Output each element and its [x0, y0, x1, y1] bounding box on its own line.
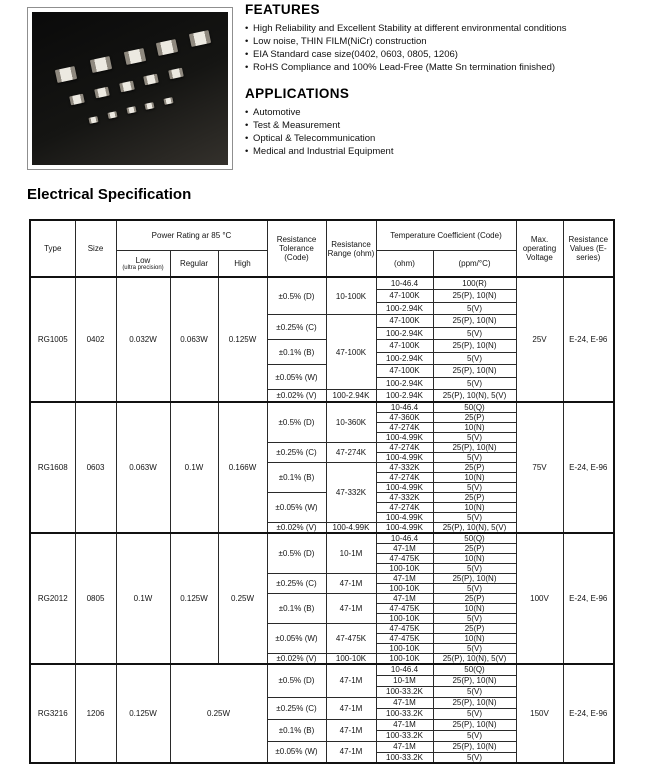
power-low-note: (ultra precision)	[122, 264, 164, 271]
cell-tc-ohm: 100-10K	[376, 644, 433, 654]
chip-resistor	[88, 116, 98, 124]
cell-tc-ppm: 25(P), 10(N)	[433, 315, 516, 328]
cell-tc-ppm: 10(N)	[433, 554, 516, 564]
cell-tc-ohm: 100-33.2K	[376, 686, 433, 697]
cell-type: RG1005	[30, 277, 75, 402]
cell-tc-ohm: 100-4.99K	[376, 433, 433, 443]
cell-tolerance: ±0.1% (B)	[267, 340, 326, 365]
features-section	[245, 2, 645, 74]
cell-tc-ohm: 47-1M	[376, 719, 433, 730]
cell-tolerance: ±0.5% (D)	[267, 664, 326, 697]
cell-tolerance: ±0.02% (V)	[267, 523, 326, 534]
cell-tc-ohm: 10-46.4	[376, 402, 433, 413]
cell-range: 47-1M	[326, 741, 376, 763]
col-header-tc-ohm: (ohm)	[376, 250, 433, 277]
cell-tc-ppm: 5(V)	[433, 302, 516, 315]
cell-tolerance: ±0.25% (C)	[267, 443, 326, 463]
cell-eseries: E-24, E-96	[563, 664, 614, 763]
bullet-icon: •	[245, 146, 249, 157]
chip-resistor	[69, 94, 85, 106]
cell-tc-ohm: 47-274K	[376, 473, 433, 483]
cell-tc-ohm: 10-46.4	[376, 533, 433, 544]
cell-tc-ppm: 10(N)	[433, 423, 516, 433]
cell-tc-ppm: 25(P), 10(N), 5(V)	[433, 654, 516, 665]
cell-type: RG2012	[30, 533, 75, 664]
cell-voltage: 150V	[516, 664, 563, 763]
bullet-icon: •	[245, 62, 249, 73]
cell-tc-ohm: 47-475K	[376, 554, 433, 564]
cell-tolerance: ±0.02% (V)	[267, 654, 326, 665]
cell-tc-ohm: 100-2.94K	[376, 302, 433, 315]
application-text: Optical & Telecommunication	[253, 133, 376, 144]
cell-tolerance: ±0.25% (C)	[267, 574, 326, 594]
cell-tc-ppm: 25(P), 10(N)	[433, 719, 516, 730]
cell-tc-ppm: 25(P), 10(N)	[433, 340, 516, 353]
cell-range: 47-475K	[326, 624, 376, 654]
cell-power: 0.166W	[218, 402, 267, 533]
cell-tc-ppm: 5(V)	[433, 686, 516, 697]
cell-tc-ppm: 25(P)	[433, 493, 516, 503]
cell-tc-ohm: 47-360K	[376, 413, 433, 423]
applications-title: APPLICATIONS	[245, 86, 350, 101]
chip-resistor	[163, 97, 173, 105]
chip-resistor	[94, 87, 110, 99]
cell-type: RG1608	[30, 402, 75, 533]
cell-tolerance: ±0.25% (C)	[267, 697, 326, 719]
cell-tc-ppm: 25(P), 10(N), 5(V)	[433, 523, 516, 534]
cell-type: RG3216	[30, 664, 75, 763]
cell-range: 47-274K	[326, 443, 376, 463]
application-text: Medical and Industrial Equipment	[253, 146, 394, 157]
cell-range: 47-1M	[326, 664, 376, 697]
cell-tolerance: ±0.05% (W)	[267, 493, 326, 523]
cell-tc-ppm: 10(N)	[433, 604, 516, 614]
cell-tc-ppm: 5(V)	[433, 584, 516, 594]
application-text: Automotive	[253, 107, 301, 118]
cell-tc-ppm: 5(V)	[433, 352, 516, 365]
cell-range: 47-1M	[326, 594, 376, 624]
chip-resistor	[107, 111, 117, 119]
table-section-rg2012	[30, 533, 614, 664]
cell-eseries: E-24, E-96	[563, 277, 614, 402]
col-header-tc-group: Temperature Coefficient (Code)	[376, 220, 516, 250]
cell-tolerance: ±0.5% (D)	[267, 402, 326, 443]
chip-resistor	[156, 39, 178, 56]
cell-tc-ohm: 47-100K	[376, 315, 433, 328]
cell-tc-ohm: 47-1M	[376, 741, 433, 752]
cell-range: 10-1M	[326, 533, 376, 574]
cell-size: 0805	[75, 533, 116, 664]
cell-range: 47-332K	[326, 463, 376, 523]
cell-tc-ppm: 10(N)	[433, 634, 516, 644]
cell-tc-ppm: 10(N)	[433, 503, 516, 513]
chip-resistor	[143, 74, 159, 86]
feature-item	[245, 22, 645, 35]
table-row	[30, 277, 614, 290]
application-item	[245, 119, 645, 132]
cell-tolerance: ±0.05% (W)	[267, 741, 326, 763]
feature-text: High Reliability and Excellent Stability at different environmental conditions	[253, 23, 567, 34]
cell-range: 47-1M	[326, 574, 376, 594]
cell-tc-ppm: 5(V)	[433, 730, 516, 741]
cell-eseries: E-24, E-96	[563, 533, 614, 664]
cell-tc-ohm: 47-332K	[376, 463, 433, 473]
bullet-icon: •	[245, 36, 249, 47]
cell-tc-ppm: 25(P), 10(N)	[433, 574, 516, 584]
chip-resistor	[126, 106, 136, 114]
cell-tc-ppm: 25(P), 10(N)	[433, 741, 516, 752]
cell-tc-ohm: 47-475K	[376, 634, 433, 644]
cell-tolerance: ±0.1% (B)	[267, 719, 326, 741]
feature-item	[245, 61, 645, 74]
table-section-rg1608	[30, 402, 614, 533]
applications-section	[245, 86, 645, 158]
chip-resistor	[189, 30, 211, 47]
cell-tc-ohm: 10-1M	[376, 675, 433, 686]
cell-tc-ohm: 47-1M	[376, 544, 433, 554]
table-row	[30, 402, 614, 413]
cell-tc-ohm: 100-4.99K	[376, 453, 433, 463]
cell-tc-ohm: 100-4.99K	[376, 513, 433, 523]
cell-tolerance: ±0.5% (D)	[267, 533, 326, 574]
cell-tc-ohm: 100-4.99K	[376, 483, 433, 493]
cell-tc-ohm: 100-10K	[376, 654, 433, 665]
cell-range: 100-4.99K	[326, 523, 376, 534]
cell-tc-ppm: 5(V)	[433, 513, 516, 523]
feature-item	[245, 48, 645, 61]
cell-power: 0.063W	[170, 277, 218, 402]
col-header-eseries: Resistance Values (E-series)	[563, 220, 614, 277]
cell-range: 47-100K	[326, 315, 376, 390]
cell-tc-ohm: 10-46.4	[376, 664, 433, 675]
cell-tc-ppm: 25(P)	[433, 544, 516, 554]
cell-tc-ppm: 10(N)	[433, 473, 516, 483]
application-text: Test & Measurement	[253, 120, 341, 131]
cell-power: 0.125W	[218, 277, 267, 402]
product-photo	[27, 7, 233, 170]
electrical-specification-title: Electrical Specification	[27, 186, 192, 203]
cell-tc-ppm: 5(V)	[433, 453, 516, 463]
cell-range: 47-1M	[326, 697, 376, 719]
bullet-icon: •	[245, 107, 249, 118]
chip-resistors-photo	[32, 12, 228, 165]
cell-tc-ohm: 47-274K	[376, 503, 433, 513]
col-header-size: Size	[75, 220, 116, 277]
col-header-power-regular: Regular	[170, 250, 218, 277]
cell-tc-ppm: 5(V)	[433, 614, 516, 624]
cell-tc-ohm: 47-100K	[376, 290, 433, 303]
intro-text-block	[245, 2, 645, 158]
cell-power: 0.25W	[218, 533, 267, 664]
cell-tc-ppm: 25(P)	[433, 413, 516, 423]
feature-item	[245, 35, 645, 48]
cell-tc-ohm: 100-10K	[376, 564, 433, 574]
cell-tc-ppm: 25(P), 10(N)	[433, 675, 516, 686]
cell-tc-ppm: 25(P)	[433, 594, 516, 604]
cell-tc-ohm: 10-46.4	[376, 277, 433, 290]
cell-tc-ohm: 100-2.94K	[376, 352, 433, 365]
application-item	[245, 106, 645, 119]
spec-table	[29, 219, 615, 764]
cell-tc-ohm: 100-33.2K	[376, 708, 433, 719]
col-header-range: Resistance Range (ohm)	[326, 220, 376, 277]
cell-tc-ppm: 5(V)	[433, 433, 516, 443]
cell-size: 0603	[75, 402, 116, 533]
cell-tolerance: ±0.1% (B)	[267, 594, 326, 624]
cell-voltage: 75V	[516, 402, 563, 533]
cell-power: 0.032W	[116, 277, 170, 402]
col-header-tc-ppm: (ppm/°C)	[433, 250, 516, 277]
features-list	[245, 22, 645, 74]
col-header-power-low	[116, 250, 170, 277]
cell-power: 0.25W	[170, 664, 267, 763]
cell-tc-ppm: 25(P)	[433, 624, 516, 634]
bullet-icon: •	[245, 133, 249, 144]
cell-tc-ppm: 25(P), 10(N)	[433, 697, 516, 708]
cell-tc-ppm: 50(Q)	[433, 402, 516, 413]
table-section-rg3216	[30, 664, 614, 763]
table-section-rg1005	[30, 277, 614, 402]
cell-tc-ohm: 100-10K	[376, 584, 433, 594]
chip-resistor	[90, 56, 112, 73]
cell-tc-ohm: 100-2.94K	[376, 390, 433, 403]
table-row	[30, 664, 614, 675]
power-low-label: Low	[135, 255, 151, 265]
chip-resistor	[55, 66, 77, 83]
cell-tc-ohm: 47-1M	[376, 574, 433, 584]
cell-range: 100-2.94K	[326, 390, 376, 403]
cell-tc-ohm: 47-332K	[376, 493, 433, 503]
cell-tc-ppm: 25(P), 10(N)	[433, 290, 516, 303]
application-item	[245, 145, 645, 158]
col-header-type: Type	[30, 220, 75, 277]
col-header-voltage: Max. operating Voltage	[516, 220, 563, 277]
cell-power: 0.125W	[116, 664, 170, 763]
cell-range: 10-100K	[326, 277, 376, 315]
cell-tc-ohm: 100-2.94K	[376, 377, 433, 390]
cell-tolerance: ±0.1% (B)	[267, 463, 326, 493]
cell-tc-ppm: 5(V)	[433, 752, 516, 763]
cell-voltage: 25V	[516, 277, 563, 402]
cell-tc-ohm: 100-4.99K	[376, 523, 433, 534]
cell-range: 100-10K	[326, 654, 376, 665]
cell-tc-ohm: 47-274K	[376, 443, 433, 453]
cell-voltage: 100V	[516, 533, 563, 664]
cell-tc-ppm: 5(V)	[433, 327, 516, 340]
features-title: FEATURES	[245, 2, 320, 17]
cell-tc-ppm: 5(V)	[433, 708, 516, 719]
cell-tc-ohm: 47-1M	[376, 594, 433, 604]
cell-tc-ohm: 100-33.2K	[376, 730, 433, 741]
col-header-power-high: High	[218, 250, 267, 277]
col-header-tolerance: Resistance Tolerance (Code)	[267, 220, 326, 277]
cell-tc-ohm: 47-1M	[376, 697, 433, 708]
chip-resistor	[119, 81, 135, 93]
cell-tc-ppm: 50(Q)	[433, 533, 516, 544]
table-row	[30, 533, 614, 544]
cell-tolerance: ±0.02% (V)	[267, 390, 326, 403]
cell-power: 0.063W	[116, 402, 170, 533]
chip-resistor	[124, 48, 146, 65]
cell-power: 0.1W	[170, 402, 218, 533]
cell-size: 0402	[75, 277, 116, 402]
cell-tc-ppm: 25(P)	[433, 463, 516, 473]
cell-tc-ohm: 47-475K	[376, 604, 433, 614]
cell-tolerance: ±0.5% (D)	[267, 277, 326, 315]
cell-eseries: E-24, E-96	[563, 402, 614, 533]
cell-tc-ohm: 100-10K	[376, 614, 433, 624]
cell-tc-ppm: 5(V)	[433, 564, 516, 574]
bullet-icon: •	[245, 49, 249, 60]
application-item	[245, 132, 645, 145]
cell-tc-ppm: 25(P), 10(N), 5(V)	[433, 390, 516, 403]
cell-power: 0.125W	[170, 533, 218, 664]
cell-tc-ppm: 100(R)	[433, 277, 516, 290]
bullet-icon: •	[245, 120, 249, 131]
bullet-icon: •	[245, 23, 249, 34]
feature-text: RoHS Compliance and 100% Lead-Free (Matte Sn termination finished)	[253, 62, 556, 73]
cell-tc-ppm: 50(Q)	[433, 664, 516, 675]
cell-tc-ppm: 25(P), 10(N)	[433, 365, 516, 378]
cell-tc-ppm: 5(V)	[433, 644, 516, 654]
cell-tc-ohm: 47-475K	[376, 624, 433, 634]
cell-tc-ohm: 47-100K	[376, 365, 433, 378]
cell-range: 47-1M	[326, 719, 376, 741]
col-header-power-group: Power Rating ar 85 °C	[116, 220, 267, 250]
cell-tolerance: ±0.05% (W)	[267, 365, 326, 390]
cell-power: 0.1W	[116, 533, 170, 664]
cell-range: 10-360K	[326, 402, 376, 443]
feature-text: Low noise, THIN FILM(NiCr) construction	[253, 36, 427, 47]
cell-tc-ohm: 100-2.94K	[376, 327, 433, 340]
cell-size: 1206	[75, 664, 116, 763]
cell-tolerance: ±0.05% (W)	[267, 624, 326, 654]
feature-text: EIA Standard case size(0402, 0603, 0805, 1206)	[253, 49, 458, 60]
cell-tc-ppm: 5(V)	[433, 377, 516, 390]
chip-resistor	[168, 68, 184, 80]
chip-resistor	[144, 102, 154, 110]
cell-tc-ohm: 47-274K	[376, 423, 433, 433]
cell-tc-ohm: 100-33.2K	[376, 752, 433, 763]
cell-tc-ppm: 25(P), 10(N)	[433, 443, 516, 453]
applications-list	[245, 106, 645, 158]
cell-tc-ohm: 47-100K	[376, 340, 433, 353]
cell-tolerance: ±0.25% (C)	[267, 315, 326, 340]
spec-table-header	[30, 220, 614, 277]
cell-tc-ppm: 5(V)	[433, 483, 516, 493]
